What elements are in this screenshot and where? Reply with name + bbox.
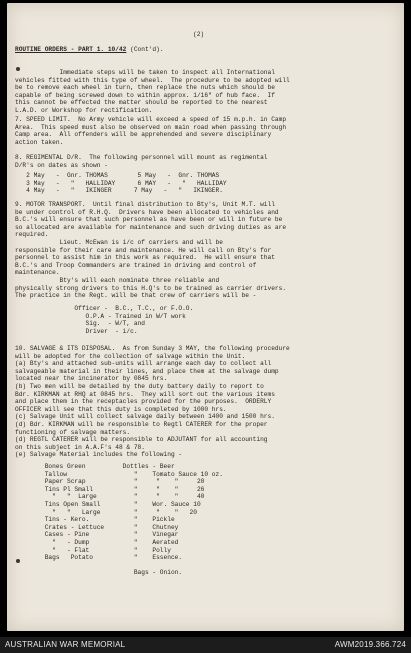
materials-line: Paper Scrap " " " 20 [15,478,205,486]
item10-line: on this subject in A.A.F's 48 & 78. [15,443,145,451]
document-page [7,3,404,631]
footer-accession-number: AWM2019.366.724 [334,640,406,649]
item7-line: action taken. [15,138,64,146]
item9-line: Bty's will each nominate three reliable and [15,277,220,284]
item9-line: be under control of R.H.Q. Drivers have been allocated to vehicles and [15,208,279,216]
materials-line: Cases - Pine " Vinegar [15,531,179,539]
item9-line: 9. MOTOR TRANSPORT. Until final distribution to Bty's, Unit M.T. will [15,201,275,208]
intro-line: this cannot be effected the matter should be reported to the nearest [15,99,268,107]
item9-line: The practice in the Regt. will be that crew of carriers will be - [15,292,257,300]
materials-line: Bones Green Dottles - Beer [15,463,175,470]
item10-line: Bdr. KIRKMAN at RHQ at 0845 hrs. They will sort out the various items [15,390,275,398]
intro-line: capable of being screwed down to within approx. 1/16" of hub face. If [15,91,275,99]
item7-line: Area. This speed must also be observed on main road when passing through [15,123,287,131]
materials-line: Bags - Onion. [15,569,183,577]
document-header [15,46,164,53]
item10-line: (e) Salvage Material includes the following - [15,451,183,459]
footer-institution: AUSTRALIAN WAR MEMORIAL [5,640,126,649]
materials-line: Bags Potato " Essence. [15,554,183,562]
intro-line: be to remove each wheel in turn, then replace the nuts which should be [15,84,275,92]
materials-line: Tins - Kero. " Pickle [15,516,175,524]
item9-line: maintenance. [15,269,60,277]
materials-line: " " Large " " " 20 [15,508,197,516]
materials-line: Tins Open Small " Wor. Sauce 10 [15,501,201,508]
item10-line: (c) Salvage Unit will collect salvage daily between 1400 and 1500 hrs. [15,413,275,421]
roster-line: 3 May - " HALLIDAY 6 MAY - " HALLIDAY [15,179,227,187]
crew-line: Sig. - W/T, and [15,320,145,328]
item10-line: (d) Bdr. KIRKMAN will be responsible to Regtl CATERER for the proper [15,421,268,428]
header-title: ROUTINE ORDERS - PART 1. 10/42 [15,46,127,53]
page-number: (2) [193,31,205,38]
materials-line: Tallow " Tomato Sauce 10 oz. [15,470,223,478]
intro-line: Immediate steps will be taken to inspect all International [15,69,275,76]
item9-line: responsible for their care and maintenance. He will call on Bty's for [15,246,272,254]
crew-line: O.P.A - Trained in W/T work [15,312,186,320]
item9-line: physically strong drivers to this H.Q's to be trained as carrier drivers. [15,284,287,292]
item10-line: salvageable material in their lines, and place them at the salvage dump [15,367,279,375]
item9-line: so allocated are available for maintenance and such driving duties as are [15,223,287,231]
crew-line: Driver - i/c. [15,327,138,335]
roster-line: 2 May - Gnr. THOMAS 5 May - Gnr. THOMAS [15,172,220,179]
item9-line: required. [15,231,49,239]
materials-line: Crates - Lettuce " Chutney [15,523,179,531]
materials-line: Tins Pl Small " " " 26 [15,485,205,493]
item10-line: functioning of salvage matters. [15,428,131,436]
intro-line: L.A.D. or Workshop for rectification. [15,107,153,114]
item10-line: (d) REGTL CATERER will be responsible to ADJUTANT for all accounting [15,436,268,444]
item8-line: D/R's on dates as shown - [15,161,108,169]
materials-line: " - Flat " Polly [15,546,171,554]
item10-line: OFFICER will see that this duty is completed by 1000 hrs. [15,405,227,413]
crew-line: Officer - B.C., T.C., or F.O.O. [15,305,194,312]
materials-line: " - Dump " Aerated [15,539,179,546]
intro-line: vehicles fitted with this type of wheel. The procedure to be adopted will [15,76,290,84]
roster-line: 4 May - " IKINGER 7 May - " IKINGER. [15,187,223,195]
item10-line: (b) Two men will be detailed by the duty battery daily to report to [15,383,264,390]
item9-line: B.C.'s will ensure that such personnel as have been or will in future be [15,216,283,224]
item9-line: personnel to assist him in this work as required. He will ensure that [15,254,275,262]
item10-line: (a) Bty's and attached sub-units will arrange each day to collect all [15,360,272,368]
header-suffix: (Cont'd). [130,46,164,53]
item10-line: 10. SALVAGE & ITS DISPOSAL. As from Sunday 3 MAY, the following procedure [15,345,290,352]
item8-line: 8. REGIMENTAL D/R. The following personnel will mount as regimental [15,154,268,161]
item10-line: will be adopted for the collection of salvage within the Unit. [15,352,246,360]
item7-line: 7. SPEED LIMIT. No Army vehicle will exceed a speed of 15 m.p.h. in Camp [15,116,287,123]
item9-line: Lieut. McEwan is i/c of carriers and will be [15,239,223,246]
item10-line: located near the incinerator by 0845 hrs. [15,375,168,383]
item9-line: B.C.'s and Troop Commanders are trained in driving and control of [15,261,257,269]
footer-bar [0,637,411,653]
item10-line: and place them in the receptacles provided for the purposes. ORDERLY [15,398,272,406]
item7-line: Camp area. All offenders will be apprehended and severe disciplinary [15,131,272,139]
materials-line: " " Large " " " 40 [15,493,205,501]
